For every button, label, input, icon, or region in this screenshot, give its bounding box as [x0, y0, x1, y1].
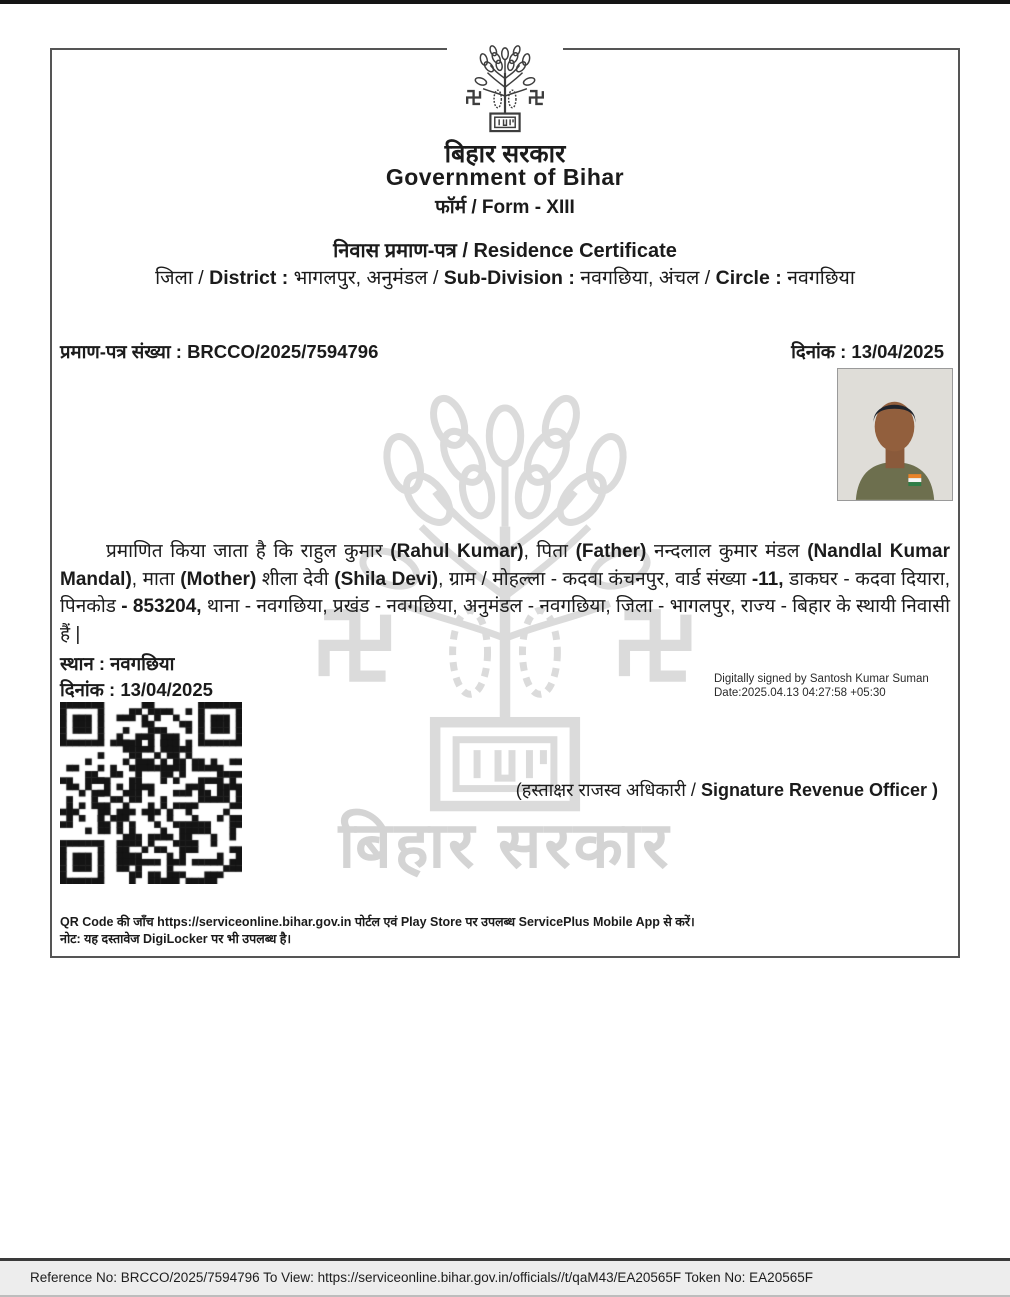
org-name-hindi: बिहार सरकार — [444, 140, 566, 168]
watermark-text: बिहार सरकार — [338, 809, 672, 881]
applicant-photo — [837, 368, 953, 501]
certificate-body-paragraph: प्रमाणित किया जाता है कि राहुल कुमार (Rahul Kumar), पिता (Father) नन्दलाल कुमार मंडल (Nandlal Kumar Mandal), माता (Mother) शीला देवी (Shila Devi), ग्राम / मोहल्ला - कदवा कंचनपुर, वार्ड संख्या -11, डाकघर - कदवा दियारा, पिनकोड - 853204, थाना - नवगछिया, प्रखंड - नवगछिया, अनुमंडल - नवगछिया, जिला - भागलपुर, राज्य - बिहार के स्थायी निवासी हैं | — [60, 541, 950, 645]
issue-place: स्थान : नवगछिया — [60, 653, 175, 674]
digital-signature-line2: Date:2025.04.13 04:27:58 +05:30 — [714, 687, 886, 699]
emblem-tree-icon — [461, 42, 549, 134]
form-number: फॉर्म / Form - XIII — [435, 197, 575, 218]
signature-officer-label: (हस्ताक्षर राजस्व अधिकारी / Signature Revenue Officer ) — [515, 780, 938, 800]
applicant-photo-image — [838, 369, 952, 500]
district-subdivision-circle-line: जिला / District : भागलपुर, अनुमंडल / Sub-Division : नवगछिया, अंचल / Circle : नवगछिया — [155, 267, 855, 289]
footer-bar — [0, 1261, 1010, 1297]
qr-verification-note: QR Code की जाँच https://serviceonline.bihar.gov.in पोर्टल एवं Play Store पर उपलब्ध ServicePlus Mobile App से करें। — [60, 915, 695, 929]
issue-date-top: दिनांक : 13/04/2025 — [791, 341, 944, 362]
reference-line: Reference No: BRCCO/2025/7594796 To View: https://serviceonline.bihar.gov.in/officials//t/qaM43/EA20565F Token No: EA20565F — [30, 1270, 813, 1285]
digilocker-note: नोट: यह दस्तावेज DigiLocker पर भी उपलब्ध है। — [60, 932, 292, 946]
org-name-english: Government of Bihar — [385, 164, 625, 190]
issue-date-bottom: दिनांक : 13/04/2025 — [60, 679, 213, 700]
digital-signature-line1: Digitally signed by Santosh Kumar Suman — [714, 673, 929, 685]
verification-qr-code — [60, 702, 242, 884]
bihar-government-emblem-icon — [447, 42, 563, 139]
certificate-title: निवास प्रमाण-पत्र / Residence Certificate — [333, 240, 677, 262]
certificate-number: प्रमाण-पत्र संख्या : BRCCO/2025/7594796 — [60, 341, 379, 362]
certificate-frame — [50, 48, 960, 958]
verification-notes — [60, 914, 950, 948]
page-top-rule — [0, 0, 1010, 4]
digital-signature-block — [714, 672, 942, 700]
